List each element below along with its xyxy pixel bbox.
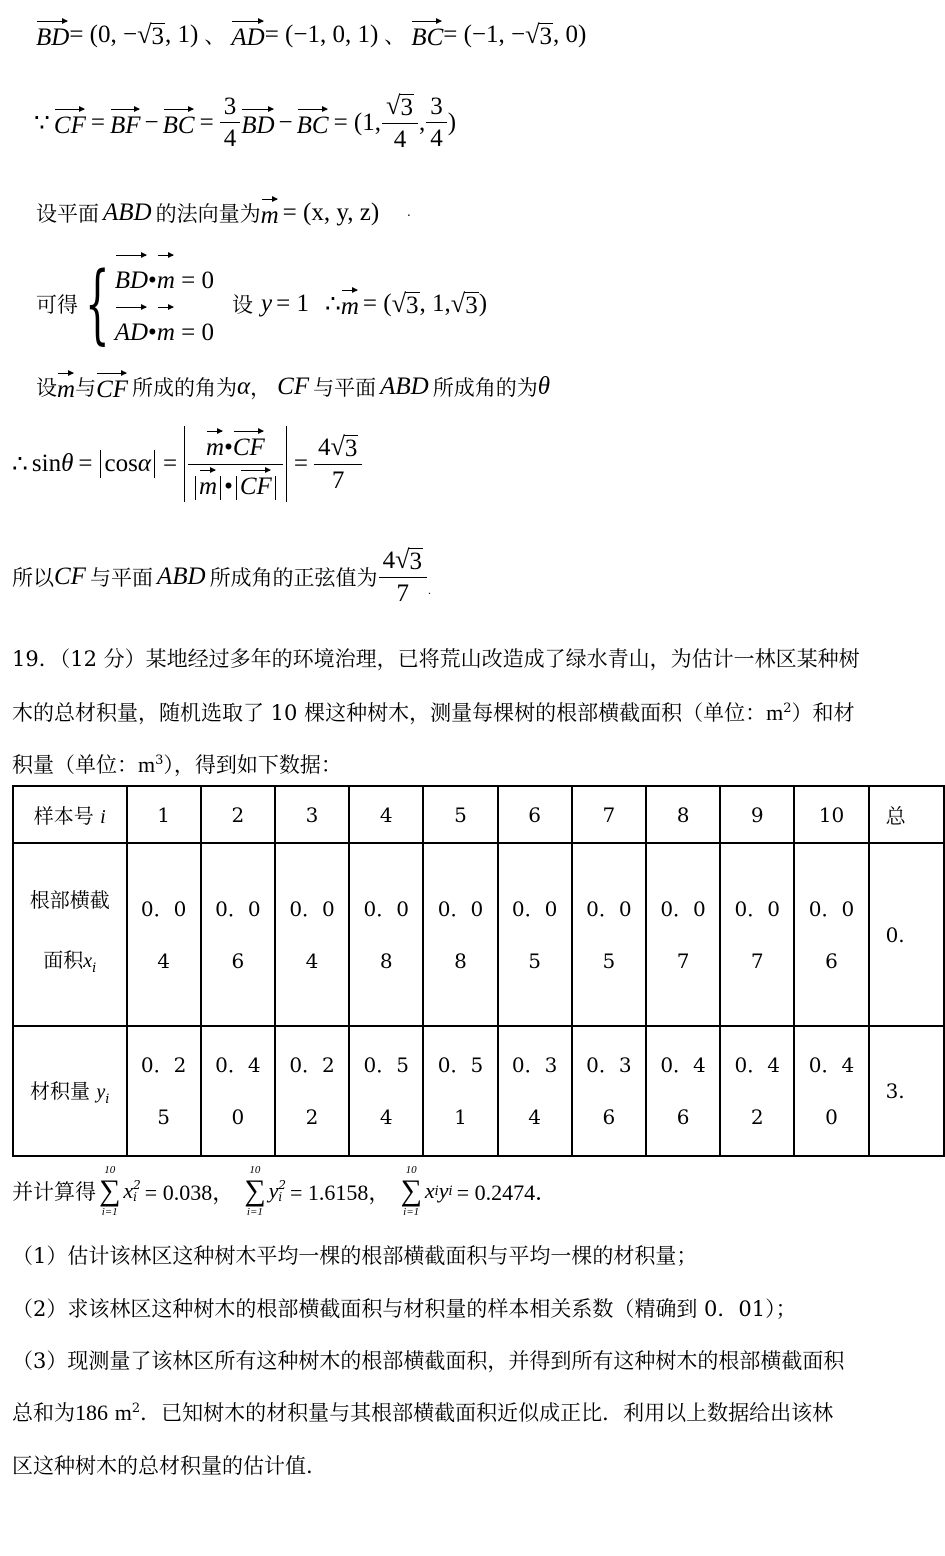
equals: =: [199, 108, 214, 136]
problem-text: 积量（单位：: [12, 753, 138, 777]
table-cell: 0．0 8: [349, 843, 423, 1026]
left-brace: {: [85, 254, 110, 354]
solution-line-4: [36, 252, 487, 356]
plane-name: ABD: [103, 199, 152, 226]
equals-open: = (1,: [333, 108, 382, 136]
sum-value: = 0.2474．: [456, 1179, 558, 1205]
subscript: i: [434, 1183, 439, 1199]
text: 设: [36, 376, 57, 400]
sqrt: √ 3: [137, 20, 165, 50]
header-index-cell: 8: [646, 786, 720, 843]
table-cell: 0．0 6: [201, 843, 275, 1026]
bc-eq-end: , 0): [553, 21, 587, 48]
equation-system: BD•m = 0 AD•m = 0: [115, 252, 214, 356]
solution-line-2: [34, 92, 456, 153]
sqrt: √ 3: [525, 20, 553, 50]
table-cell: 0．3 4: [498, 1026, 572, 1156]
sin: sin: [31, 450, 62, 477]
text: 设: [231, 293, 253, 317]
summation: 10 ∑ i=1: [99, 1164, 121, 1218]
plane-name: ABD: [380, 373, 429, 400]
normal-vector-eq: = (x, y, z): [282, 199, 380, 226]
vector-ad: AD: [231, 18, 264, 52]
alpha: α: [237, 373, 251, 400]
equals: =: [90, 108, 105, 136]
table-row-area: [13, 843, 944, 1026]
text: 与: [75, 376, 97, 400]
abs-bar: [286, 426, 287, 502]
because-symbol: ∵: [34, 109, 50, 137]
summation: 10 ∑ i=1: [244, 1164, 266, 1218]
header-index-cell: 5: [423, 786, 497, 843]
table-header-row: [13, 786, 944, 843]
problem-number: 19．: [12, 647, 60, 671]
vector-bc: BC: [163, 106, 195, 140]
question-3-line-3: 区这种树木的总材积量的估计值.: [12, 1454, 313, 1478]
eq: , 1,: [419, 290, 451, 317]
text: 可得: [36, 293, 78, 317]
text: 的法向量为: [155, 202, 261, 226]
var-y: y: [438, 1178, 449, 1203]
abs-bar: [100, 450, 101, 478]
header-index-cell: 3: [275, 786, 349, 843]
sums-line: 并计算得 10 ∑ i=1 x 2 i = 0.038， 10 ∑ i=1 y 2 i = 1.6158， 10 ∑ i=1 x i y i = 0.2474．: [12, 1164, 558, 1218]
text: 所成的角为: [132, 376, 238, 400]
data-table: [12, 785, 945, 1157]
table-cell: 0．0 5: [572, 843, 646, 1026]
vector-cf: CF: [96, 370, 128, 404]
problem-text: 木的总材积量，随机选取了 10 棵这种树木，测量每棵树的根部横截面积（单位：: [12, 701, 767, 725]
theta: θ: [61, 450, 74, 477]
equals: =: [78, 450, 93, 477]
sqrt: √ 3: [450, 289, 478, 319]
total-cell: 0.: [869, 843, 944, 1026]
solution-line-3: [36, 196, 411, 230]
bc-eq: = (−1, −: [443, 21, 526, 48]
ad-eq: = (−1, 0, 1): [264, 21, 379, 48]
vector-bd: BD: [36, 18, 69, 52]
header-index-cell: 7: [572, 786, 646, 843]
comma: ,: [418, 108, 426, 136]
theta: θ: [537, 373, 550, 400]
header-cell: 样本号 i: [13, 786, 127, 843]
sqrt: √ 3: [391, 289, 419, 319]
alpha: α: [137, 450, 151, 477]
separator: 、: [204, 24, 226, 48]
header-total-cell: 总: [869, 786, 944, 843]
table-cell: 0．2 2: [275, 1026, 349, 1156]
unit-area: m: [766, 700, 784, 725]
text: 与平面: [313, 376, 377, 400]
total-cell: 3.: [869, 1026, 944, 1156]
header-index-cell: 6: [498, 786, 572, 843]
row-label-cell: 根部横截 面积$x_i$: [13, 843, 127, 1026]
equals: =: [162, 450, 178, 477]
table-row-volume: [13, 1026, 944, 1156]
solution-line-5: [36, 370, 550, 404]
text: 所成角的正弦值为: [209, 565, 378, 590]
table-cell: 0．4 0: [201, 1026, 275, 1156]
problem-score: （12 分）: [59, 647, 146, 671]
row-label-cell: 材积量 $y_i$: [13, 1026, 127, 1156]
close-paren: ): [447, 108, 457, 136]
fraction-root3-over-4: √ 3 4: [384, 92, 416, 153]
cosine-fraction: $\frac{m•CF}{m • CF}$: [190, 428, 281, 500]
vector-bf: BF: [110, 106, 141, 140]
header-index-cell: 10: [794, 786, 868, 843]
table-cell: 0．4 0: [794, 1026, 868, 1156]
question-3-line-2: 总和为186 $m^2$．已知树木的材积量与其根部横截面积近似成正比．利用以上数据给出该林: [12, 1400, 834, 1425]
solution-line-1: [36, 18, 586, 52]
segment-cf: CF: [54, 562, 86, 590]
vector-m: m: [57, 370, 75, 404]
table-cell: 0．2 5: [127, 1026, 201, 1156]
therefore-symbol: ∴: [12, 451, 28, 478]
sum-value: = 1.6158，: [290, 1179, 391, 1205]
summation: 10 ∑ i=1: [400, 1164, 422, 1218]
header-index-cell: 9: [720, 786, 794, 843]
dot: .: [407, 205, 411, 220]
table-cell: 0．5 4: [349, 1026, 423, 1156]
text: ，: [250, 376, 272, 400]
vector-cf: CF: [54, 106, 86, 140]
solution-line-6: [12, 426, 363, 502]
question-3-line-1: （3）现测量了该林区所有这种树木的根部横截面积，并得到所有这种树木的根部横截面积: [12, 1349, 845, 1373]
problem-text: 某地经过多年的环境治理，已将荒山改造成了绿水青山，为估计一林区某种树: [145, 647, 860, 671]
unit-volume-exponent: 3: [155, 753, 164, 768]
problem-line-2: [12, 697, 854, 727]
vector-m: m: [261, 196, 279, 230]
fraction-three-quarters: $\frac{3}{4}$: [428, 93, 445, 153]
unit-volume: m: [138, 752, 156, 777]
bd-eq: = (0, −: [69, 21, 138, 48]
vector-m: m: [341, 287, 359, 321]
separator: 、: [384, 24, 406, 48]
area-total: 186: [75, 1400, 108, 1425]
plane-name: ABD: [156, 562, 206, 590]
bd-eq-end: , 1): [165, 21, 199, 48]
text: 所以: [12, 565, 54, 590]
question-2: （2）求该林区这种树木的根部横截面积与材积量的样本相关系数（精确到 0．01）；: [12, 1297, 797, 1321]
header-index-cell: 2: [201, 786, 275, 843]
text: 与平面: [89, 565, 153, 590]
minus: −: [144, 108, 159, 136]
vector-bc: BC: [297, 106, 329, 140]
header-index-cell: 1: [127, 786, 201, 843]
dot: .: [427, 583, 431, 598]
unit-area-exponent: 2: [783, 701, 792, 716]
eq: ): [478, 290, 488, 317]
sum-value: = 0.038，: [144, 1179, 235, 1205]
eq: = (: [362, 290, 392, 317]
subscript: i: [448, 1183, 453, 1199]
var-y: y: [268, 1178, 279, 1203]
table-cell: 0．4 6: [646, 1026, 720, 1156]
result-fraction: 4 √ 3 7: [316, 433, 360, 494]
equals: =: [293, 450, 308, 477]
question-1: （1）估计该林区这种树木平均一棵的根部横截面积与平均一棵的材积量；: [12, 1244, 698, 1268]
table-cell: 0．4 2: [720, 1026, 794, 1156]
table-cell: 0．0 5: [498, 843, 572, 1026]
problem-line-1: [12, 643, 860, 673]
solution-line-7: [12, 546, 431, 607]
problem-text: ）和材: [791, 701, 855, 725]
table-cell: 0．0 8: [423, 843, 497, 1026]
table-cell: 0．0 4: [127, 843, 201, 1026]
table-cell: 0．5 1: [423, 1026, 497, 1156]
sine-result-fraction: 4 √ 3 7: [381, 546, 425, 607]
abs-bar: [184, 426, 185, 502]
problem-line-3: [12, 749, 342, 779]
unit-exponent: 2: [131, 1401, 141, 1416]
therefore-symbol: ∴: [324, 291, 341, 318]
unit: m: [114, 1400, 132, 1425]
header-index-cell: 4: [349, 786, 423, 843]
problem-text: ），得到如下数据：: [163, 753, 342, 777]
minus: −: [278, 108, 293, 136]
fraction-three-quarters: $\frac{3}{4}$: [222, 93, 239, 153]
eq: = 1: [276, 290, 309, 317]
segment-cf: CF: [277, 373, 310, 400]
text: 所成角的为: [432, 376, 538, 400]
text: 设平面: [36, 202, 99, 226]
table-cell: 0．0 4: [275, 843, 349, 1026]
table-cell: 0．0 6: [794, 843, 868, 1026]
vector-bd: BD: [241, 106, 274, 140]
vector-bc: BC: [411, 18, 443, 52]
var-y: y: [260, 290, 273, 317]
abs-bar: [154, 450, 155, 478]
cos: cos: [104, 450, 138, 477]
table-cell: 0．0 7: [720, 843, 794, 1026]
var-x: x: [123, 1178, 134, 1203]
table-cell: 0．0 7: [646, 843, 720, 1026]
text: 并计算得: [12, 1180, 96, 1204]
var-x: x: [424, 1178, 435, 1203]
table-cell: 0．3 6: [572, 1026, 646, 1156]
